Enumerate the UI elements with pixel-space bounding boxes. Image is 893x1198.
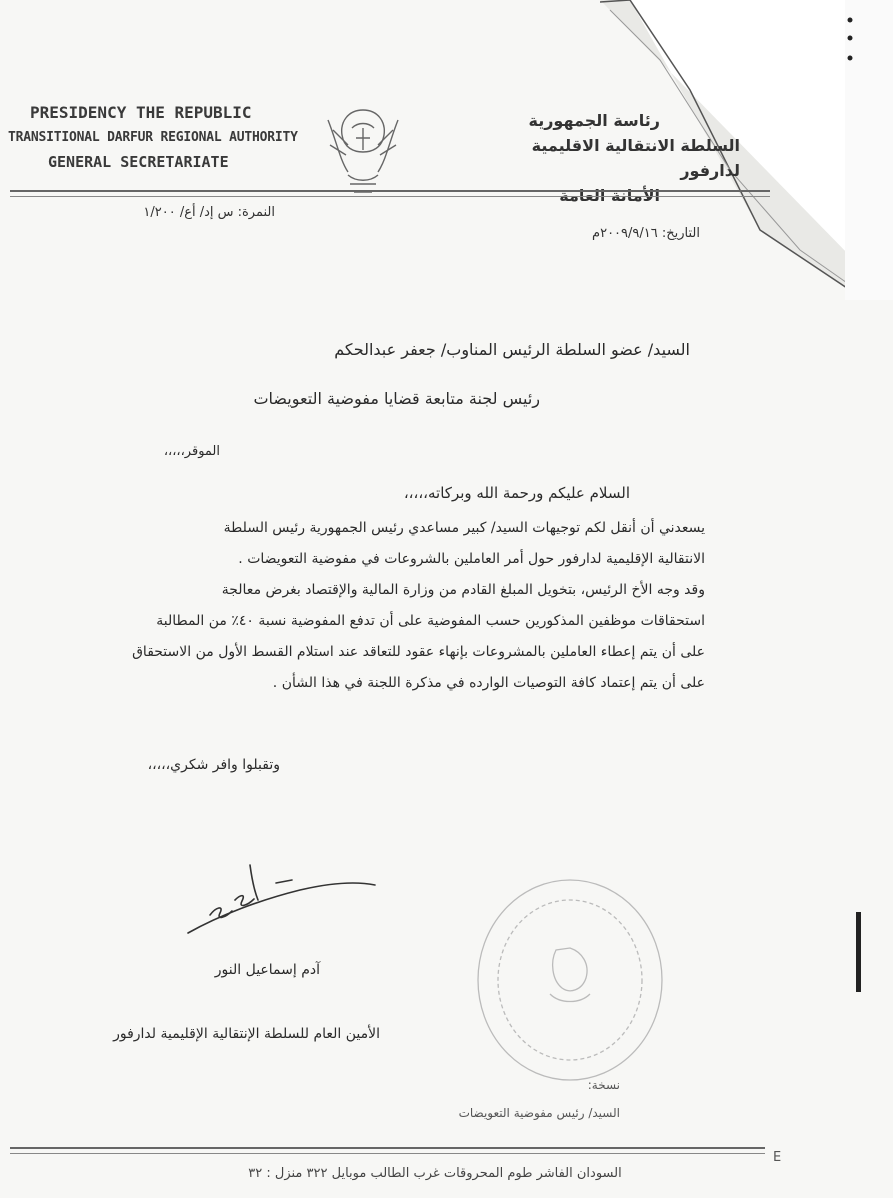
header-rule-thin [10,196,770,197]
reference-date: التاريخ: ٢٠٠٩/٩/١٦م [592,226,700,241]
footer-rule-thin [10,1153,765,1154]
cc-label: نسخة: [587,1078,620,1092]
body-line: الانتقالية الإقليمية لدارفور حول أمر العاملين بالشروعات في مفوضية التعويضات . [238,551,705,567]
header-ar-line1: رئاسة الجمهورية [528,111,660,130]
header-ar-line2: السلطة الانتقالية الاقليمية لدارفور [531,136,740,180]
handwritten-signature [180,855,390,945]
body-line: على أن يتم إعطاء العاملين بالمشروعات بإنهاء عقود للتعاقد عند استلام القسط الأول من الاستحقاق [132,644,705,660]
body-line: على أن يتم إعتماد كافة التوصيات الوارده في مذكرة اللجنة في هذا الشأن . [272,675,705,691]
header-en-line2: TRANSITIONAL DARFUR REGIONAL AUTHORITY [8,130,298,145]
signatory-name: آدم إسماعيل النور [214,962,320,978]
footer-address: السودان الفاشر طوم المحروقات غرب الطالب موبايل ٣٢٢ منزل : ٣٢ [248,1166,622,1181]
header-en-line3: GENERAL SECRETARIATE [48,153,229,171]
scan-edge-mark [856,912,861,992]
body-line: استحقاقات موظفين المذكورين حسب المفوضية على أن تدفع المفوضية نسبة ٤٠٪ من المطالبة [156,613,705,629]
closing: وتقبلوا وافر شكري،،،،، [147,757,280,773]
footer-rule [10,1147,765,1149]
header-rule [10,190,770,192]
header-ar-line3: الأمانة العامة [559,186,660,205]
letter-body [65,513,705,699]
header-en-line1: PRESIDENCY THE REPUBLIC [30,103,252,122]
body-line: وقد وجه الأخ الرئيس، بتخويل المبلغ القادم من وزارة المالية والإقتصاد بغرض معالجة [221,582,705,598]
recipient-line2: رئيس لجنة متابعة قضايا مفوضية التعويضات [253,389,540,408]
header-english [0,100,300,175]
header-arabic [470,108,740,208]
reference-number: النمرة: س إد/ أع/ ١/٢٠٠ [143,205,275,220]
signatory-title: الأمين العام للسلطة الإنتقالية الإقليمية لدارفور [113,1026,380,1042]
greeting: السلام عليكم ورحمة الله وبركاته،،،،، [403,484,630,502]
state-emblem-icon [318,100,408,200]
body-line: يسعدني أن أنقل لكم توجيهات السيد/ كبير مساعدي رئيس الجمهورية رئيس السلطة [223,520,705,536]
cc-line: السيد/ رئيس مفوضية التعويضات [458,1106,620,1120]
recipient-line3: الموقر،،،،، [163,444,220,459]
recipient-line1: السيد/ عضو السلطة الرئيس المناوب/ جعفر عبدالحكم [334,340,690,359]
page-marker: E [773,1150,782,1165]
official-seal [470,870,670,1090]
